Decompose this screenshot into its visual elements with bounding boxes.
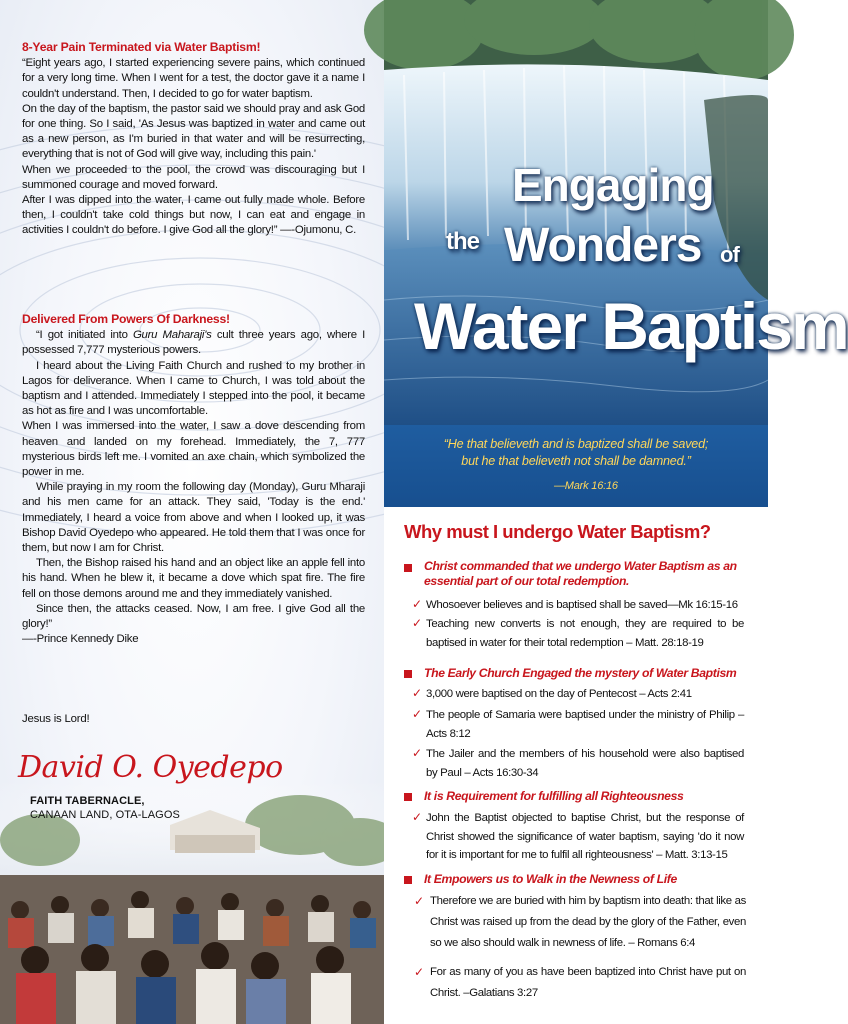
closing-line: Jesus is Lord! [22,713,90,725]
right-panel [384,0,848,1024]
section-item: John the Baptist objected to baptise Christ, but the response of Christ showed the significance of water baptism, saying 'do it now for it is important for me to fulfil all righteousness' – Matt. 3:13-15 [426,812,744,861]
quote-line-1: “He that believeth and is baptized shall be saved; [443,437,709,451]
why-heading: Why must I undergo Water Baptism? [404,521,711,542]
testimony-2-paragraph: Since then, the attacks ceased. Now, I am free. I give God all the glory!” [22,602,365,631]
testimony-1-paragraph: When we proceeded to the pool, the crowd was discouraging but I summoned courage and moved forward. [22,163,365,191]
section-item: 3,000 were baptised on the day of Pentecost – Acts 2:41 [426,688,692,700]
check-icon: ✓ [412,707,423,721]
square-bullet-icon [404,564,412,572]
scripture-quote-bar [384,425,768,507]
check-icon: ✓ [412,597,423,611]
testimony-2-paragraph: Then, the Bishop raised his hand and an object like an apple fell into his hand. When he blew it, it became a dove which spat fire. The fire fell on those demons around me and they immediately vanished. [22,557,365,600]
testimony-1-heading: 8-Year Pain Terminated via Water Baptism! [22,40,261,54]
section-item: The people of Samaria were baptised under the ministry of Philip – Acts 8:12 [426,709,744,740]
testimony-2-paragraph: I heard about the Living Faith Church and rushed to my brother in Lagos for deliverance. When I came to Church, I was told about the baptism and I attended. Immediately I stepped into the pool, it became as hot as fire and I was uncomfortable. [22,359,365,418]
check-icon: ✓ [412,686,423,700]
title-water-baptism: Water Baptism [414,289,848,363]
section-item: For as many of you as have been baptized into Christ have put on Christ. –Galatians 3:27 [430,966,746,999]
check-icon: ✓ [414,965,425,979]
testimony-2 [22,312,365,647]
section-item: Therefore we are buried with him by baptism into death: that like as Christ was raised up from the dead by the glory of the Father, even so we also should walk in newness of life. – Romans 6:4 [430,895,746,949]
testimony-2-paragraph [22,328,365,358]
testimony-1-paragraph: On the day of the baptism, the pastor said we should pray and ask God for one thing. So I said, 'As Jesus was baptized in water and came out as a new person, as I'm buried in that water and will be resurrecting, everything that is not of God will give way, including this pain.' [22,102,365,161]
pastor-signature: David O. Oyedepo [18,750,283,785]
testimony-2-attribution: —-Prince Kennedy Dike [22,633,139,646]
text-run: “I got initiated into [36,329,133,342]
testimony-1-paragraph: After I was dipped into the water, I came out fully made whole. Before then, I couldn't take cold things but now, I can eat and engage in activities I couldn't do before. I give God all the glory!” —-Ojumonu, C. [22,194,365,237]
check-icon: ✓ [414,894,425,908]
section-item: Whosoever believes and is baptised shall be saved—Mk 16:15-16 [426,599,738,611]
square-bullet-icon [404,793,412,801]
title-of: of [720,242,739,267]
church-location: CANAAN LAND, OTA-LAGOS [30,809,180,821]
text-run: cult three years ago, where I possessed 7,777 mysterious powers. [22,329,366,357]
check-icon: ✓ [412,616,423,630]
section-title: It is Requirement for fulfilling all Righteousness [424,789,684,803]
title-engaging: Engaging [512,159,714,211]
left-panel [0,0,384,1024]
check-icon: ✓ [412,810,423,824]
cult-name: Guru Maharaji's [132,329,212,342]
section-title: Christ commanded that we undergo Water Baptism as an essential part of our total redemption. [424,559,737,588]
testimony-1 [22,40,365,239]
section-item: The Jailer and the members of his household were also baptised by Paul – Acts 16:30-34 [426,748,744,779]
quote-reference: —Mark 16:16 [554,480,618,492]
waterfall-hero [384,0,848,425]
quote-line-2: but he that believeth not shall be damned.” [461,454,691,468]
title-wonders: Wonders [504,219,702,272]
section-title: The Early Church Engaged the mystery of Water Baptism [424,666,737,680]
testimony-2-paragraph: When I was immersed into the water, I saw a dove descending from heaven and landed on my forehead. Immediately, the 7, 777 mysterious birds left me. I vomited an axe chain, which symbolized the power in me. [22,420,365,479]
square-bullet-icon [404,670,412,678]
testimony-2-paragraph: While praying in my room the following day (Monday), Guru Mharaji and his men came for an attack. They said, 'Today is the end.' Immediately, I heard a voice from above and when I looked up, it was Bishop David Oyedepo who appeared. He told them that I was once for them, but now I am for Christ. [22,481,365,555]
testimony-1-paragraph: “Eight years ago, I started experiencing severe pains, which continued for a very long time. When I went for a test, the doctor gave it a name I couldn't understand. Then, I decided to go for water baptism. [22,57,365,100]
square-bullet-icon [404,876,412,884]
title-the: the [446,228,479,255]
check-icon: ✓ [412,746,423,760]
section-title: It Empowers us to Walk in the Newness of Life [424,872,677,886]
testimony-2-heading: Delivered From Powers Of Darkness! [22,312,230,326]
section-item: Teaching new converts is not enough, they are required to be baptised in water for their total redemption – Matt. 28:18-19 [426,618,744,649]
church-name: FAITH TABERNACLE, [30,795,145,807]
